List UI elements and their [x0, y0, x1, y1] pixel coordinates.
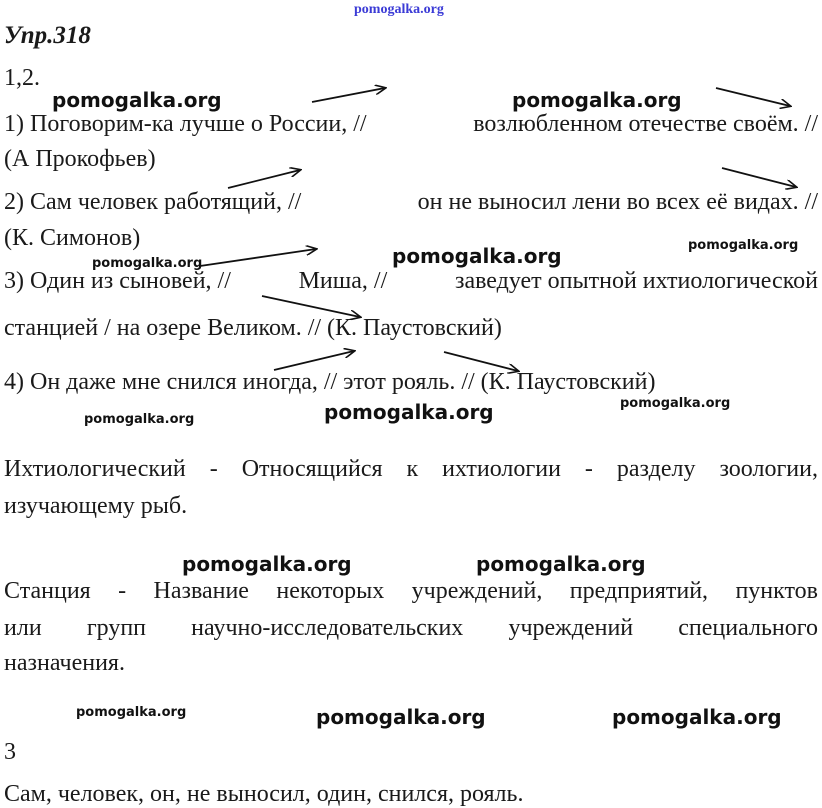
text-fragment: научно-исследовательских — [191, 615, 464, 641]
sentence-2-author: (К. Симонов) — [4, 225, 141, 251]
watermark: pomogalka.org — [92, 256, 203, 271]
arrow-icon — [274, 351, 354, 370]
definition-2-line-3: назначения. — [4, 650, 125, 676]
watermark: pomogalka.org — [612, 705, 782, 729]
watermark: pomogalka.org — [512, 88, 682, 112]
sentence-4-line-1: 4) Он даже мне снился иногда, // этот рояль. // (К. Паустовский) — [4, 369, 656, 395]
sentence-3-line-2: станцией / на озере Великом. // (К. Паустовский) — [4, 315, 502, 341]
text-fragment: заведует опытной ихтиологической — [454, 268, 818, 294]
text-fragment: учреждений, — [411, 578, 543, 604]
text-fragment: разделу — [616, 456, 696, 482]
watermark: pomogalka.org — [620, 396, 731, 411]
text-fragment: возлюбленном отечестве своём. // — [473, 111, 818, 137]
text-fragment: Ихтиологический — [4, 456, 186, 482]
arrow-icon — [228, 170, 300, 188]
section-label-3: 3 — [4, 739, 16, 765]
text-fragment: 3) Один из сыновей, // — [4, 268, 231, 294]
arrow-icon — [444, 352, 518, 371]
text-fragment: ихтиологии — [442, 456, 561, 482]
text-fragment: зоологии, — [719, 456, 818, 482]
arrow-icon — [716, 88, 790, 106]
text-fragment: Относящийся — [241, 456, 383, 482]
arrow-icon — [262, 296, 360, 317]
text-fragment: групп — [86, 615, 147, 641]
watermark: pomogalka.org — [476, 552, 646, 576]
watermark: pomogalka.org — [52, 88, 222, 112]
text-fragment: - — [118, 578, 127, 604]
watermark: pomogalka.org — [688, 238, 799, 253]
watermark: pomogalka.org — [324, 400, 494, 424]
watermark: pomogalka.org — [182, 552, 352, 576]
text-fragment: некоторых — [276, 578, 385, 604]
text-fragment: он не выносил лени во всех её видах. // — [417, 189, 818, 215]
text-fragment: пунктов — [735, 578, 818, 604]
watermark: pomogalka.org — [76, 705, 187, 720]
watermark: pomogalka.org — [392, 244, 562, 268]
exercise-title: Упр.318 — [4, 22, 91, 49]
text-fragment: Название — [153, 578, 249, 604]
text-fragment: или — [4, 615, 42, 641]
text-fragment: учреждений — [508, 615, 634, 641]
text-fragment: предприятий, — [569, 578, 709, 604]
text-fragment: Станция — [4, 578, 91, 604]
definition-1-line-2: изучающему рыб. — [4, 493, 188, 519]
top-watermark: pomogalka.org — [354, 2, 444, 17]
text-fragment: Миша, // — [298, 268, 388, 294]
text-fragment: специального — [678, 615, 818, 641]
section-3-answer: Сам, человек, он, не выносил, один, снился, рояль. — [4, 781, 524, 807]
text-fragment: к — [406, 456, 419, 482]
watermark: pomogalka.org — [316, 705, 486, 729]
arrow-icon — [722, 168, 796, 187]
text-fragment: - — [209, 456, 218, 482]
text-fragment: 1) Поговорим-ка лучше о России, // — [4, 111, 367, 137]
text-fragment: 2) Сам человек работящий, // — [4, 189, 302, 215]
arrow-icon — [200, 249, 316, 266]
text-fragment: - — [584, 456, 593, 482]
sentence-1-author: (А Прокофьев) — [4, 146, 156, 172]
section-label-1-2: 1,2. — [4, 65, 40, 91]
watermark: pomogalka.org — [84, 412, 195, 427]
arrow-icon — [312, 88, 385, 102]
